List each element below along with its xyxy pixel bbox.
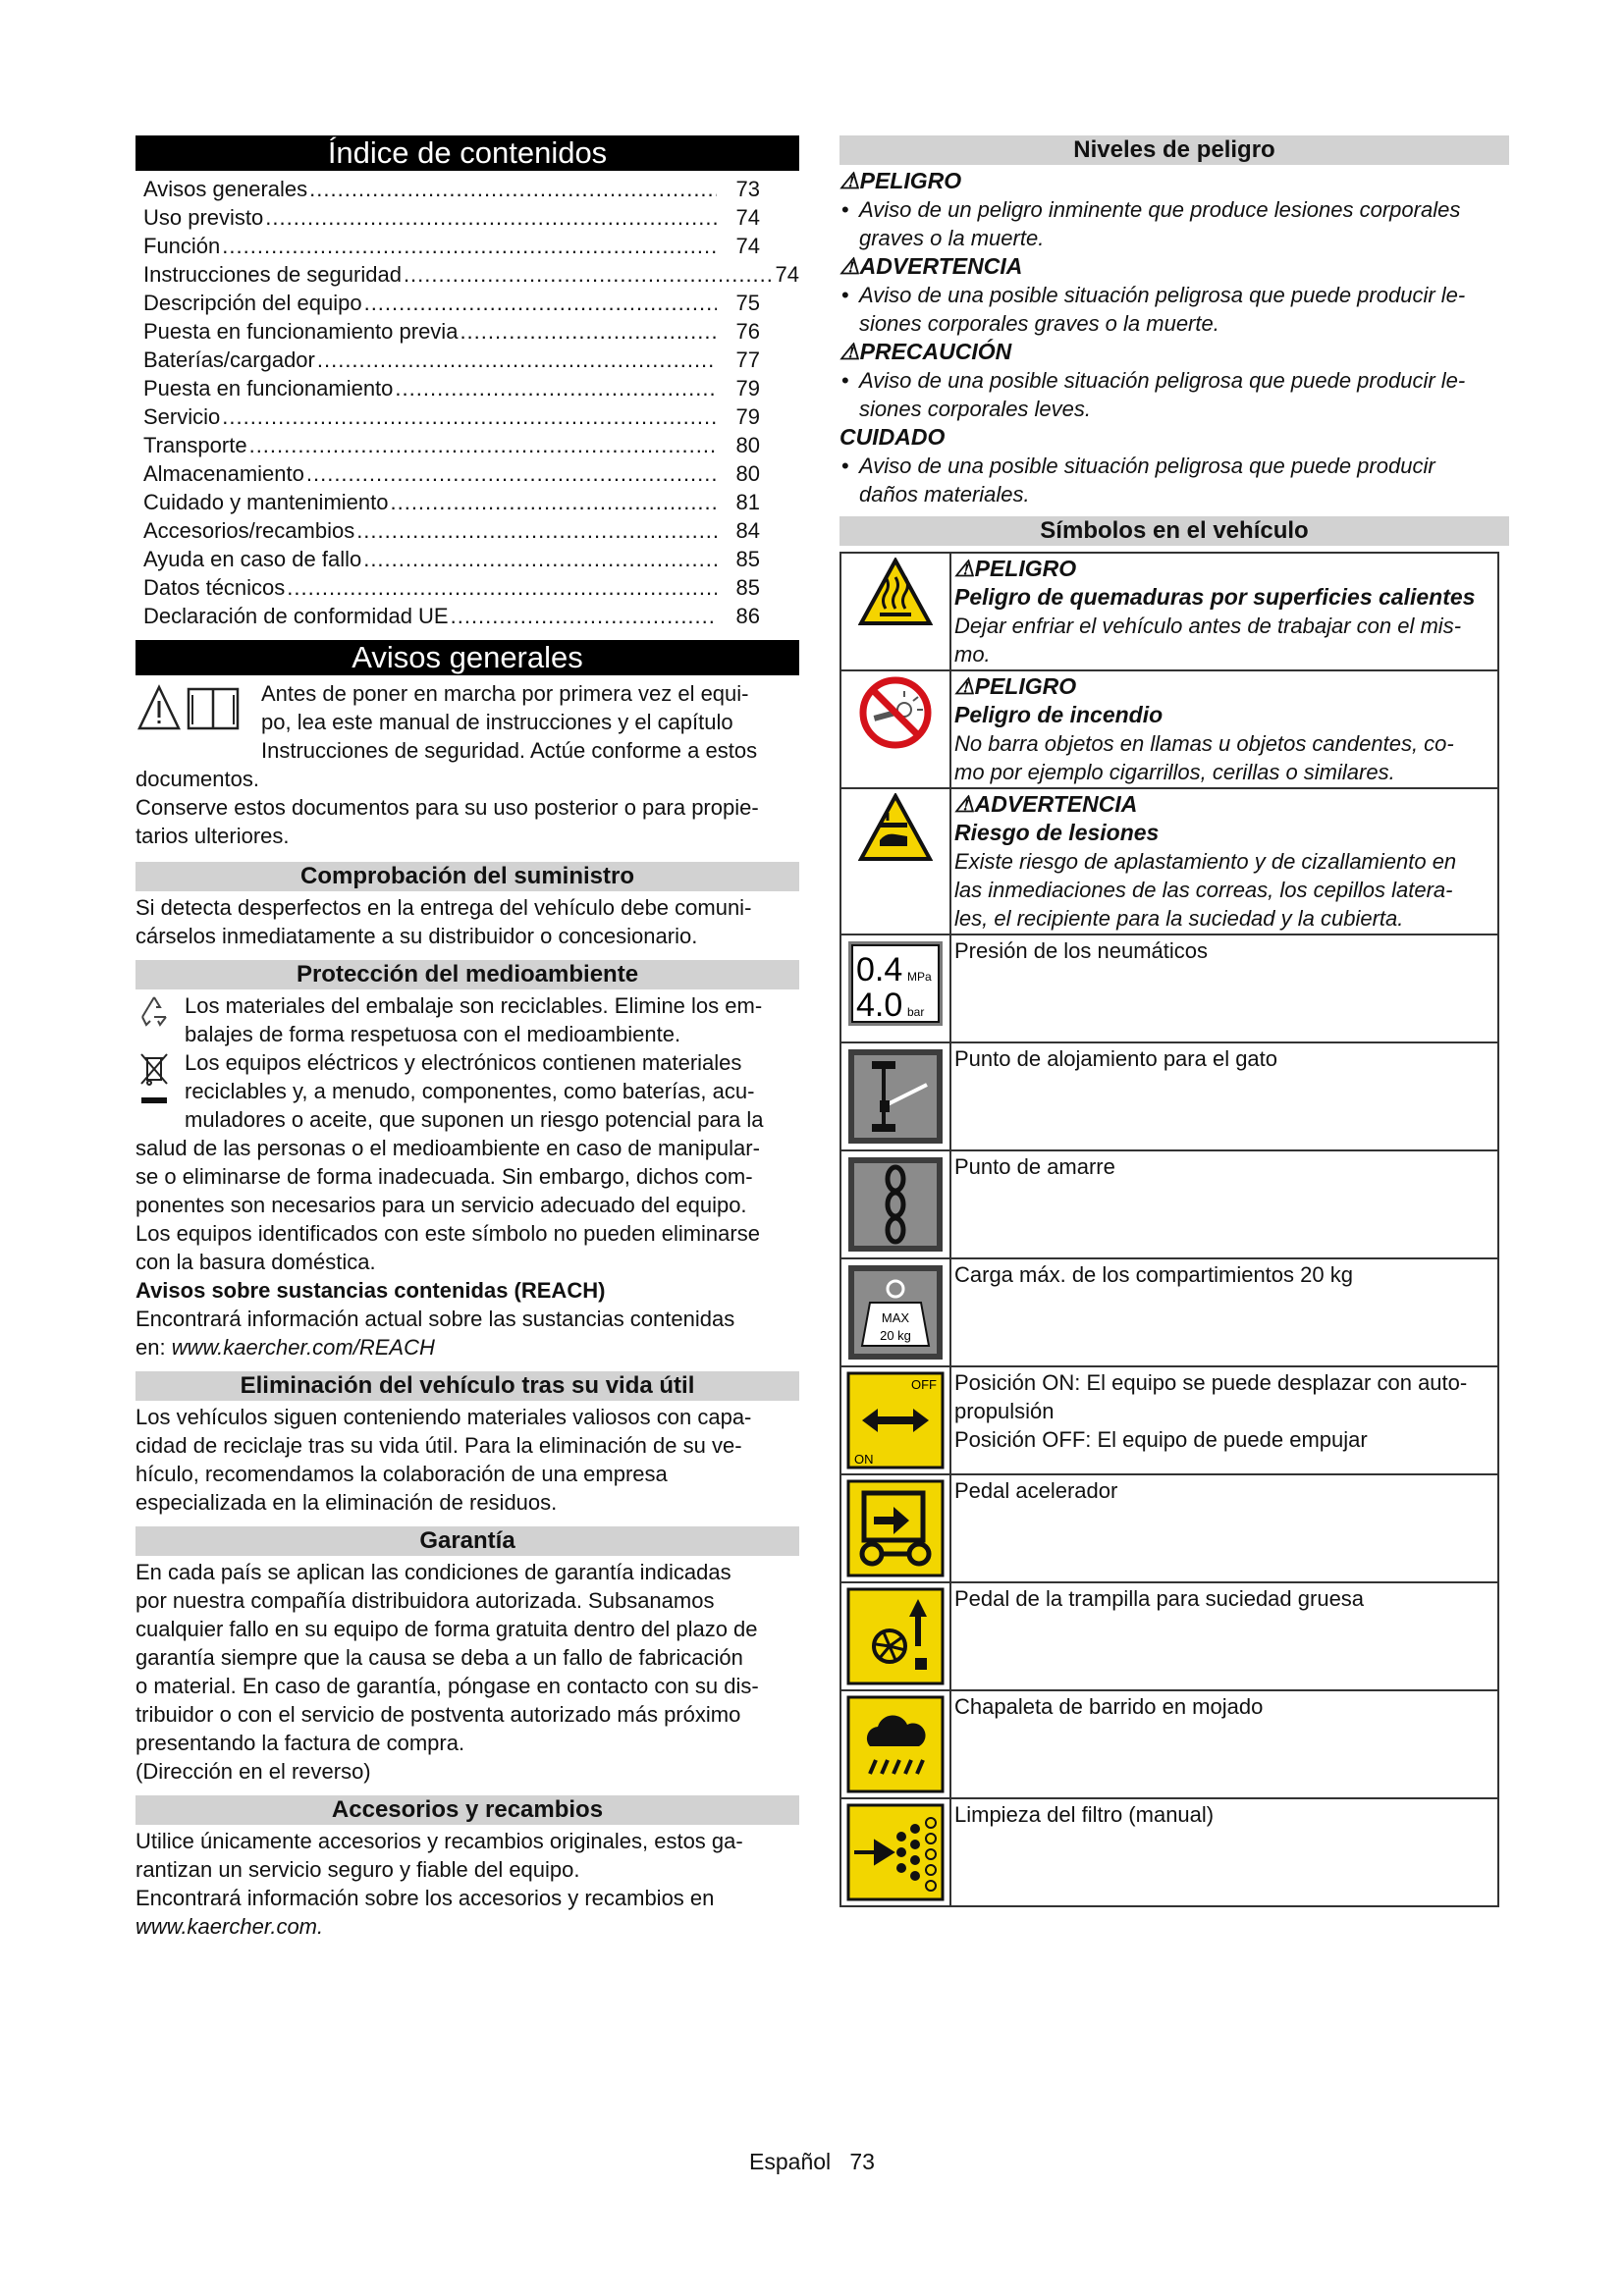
toc-entry[interactable] [135, 346, 799, 374]
symbol-line: Limpieza del filtro (manual) [954, 1802, 1215, 1827]
weee-line: Los equipos identificados con este símbolo no pueden eliminarse [135, 1221, 760, 1246]
svg-text:4.0: 4.0 [856, 987, 903, 1024]
supply-title: Comprobación del suministro [135, 862, 799, 891]
symbol-row [840, 1690, 1498, 1798]
intro-line: po, lea este manual de instrucciones y el capítulo [261, 710, 733, 734]
toc-entry[interactable] [135, 545, 799, 573]
packaging-line: balajes de forma respetuosa con el medioambiente. [185, 1022, 681, 1046]
toc-entry-page: 76 [735, 319, 760, 344]
bullet-icon: • [841, 454, 849, 478]
symbol-text-cell [950, 1042, 1498, 1150]
symbol-subtitle: Peligro de incendio [954, 702, 1164, 727]
disposal-line: hículo, recomendamos la colaboración de una empresa [135, 1462, 668, 1486]
footer-page-number: 73 [849, 2149, 875, 2174]
symbol-label [954, 555, 1494, 583]
symbol-row [840, 934, 1498, 1042]
filter-clean-icon [841, 1799, 949, 1901]
warning-triangle-icon: ⚠ [839, 168, 860, 193]
toc-entry-page: 74 [735, 234, 760, 258]
symbol-icon-cell [840, 1258, 950, 1366]
intro-line: documentos. [135, 767, 259, 791]
toc-leader-dots [304, 459, 717, 488]
symbol-icon-cell [840, 553, 950, 670]
svg-text:MAX: MAX [881, 1310, 910, 1325]
danger-level-line: siones corporales graves o la muerte. [859, 311, 1219, 336]
toc-entry-title: Baterías/cargador [143, 347, 315, 372]
warranty-line: (Dirección en el reverso) [135, 1759, 371, 1784]
bullet-icon: • [841, 197, 849, 222]
symbol-text-cell [950, 1474, 1498, 1582]
toc-leader-dots [220, 402, 717, 431]
keep-line: tarios ulteriores. [135, 824, 290, 848]
toc-entry-title: Cuidado y mantenimiento [143, 490, 389, 514]
toc-entry-title: Función [143, 234, 221, 258]
danger-level-label: ADVERTENCIA [859, 253, 1023, 279]
toc-entry[interactable] [135, 175, 799, 203]
weee-line: ponentes son necesarios para un servicio adecuado del equipo. [135, 1193, 747, 1217]
supply-line: cárselos inmediatamente a su distribuidor o concesionario. [135, 924, 698, 948]
symbol-label [954, 672, 1494, 701]
danger-level-text [839, 224, 1509, 252]
symbols-title: Símbolos en el vehículo [839, 516, 1509, 546]
danger-level-heading [839, 423, 1509, 452]
weee-line: Los equipos eléctricos y electrónicos contienen materiales [185, 1050, 742, 1075]
toc-entry[interactable] [135, 488, 799, 516]
toc-entry[interactable] [135, 232, 799, 260]
hand-crush-icon [841, 789, 949, 862]
symbol-line: Dejar enfriar el vehículo antes de trabajar con el mis- [954, 614, 1462, 638]
warranty-line: por nuestra compañía distribuidora autorizada. Subsanamos [135, 1588, 715, 1613]
symbol-icon-cell [840, 1690, 950, 1798]
symbol-row [840, 1366, 1498, 1474]
svg-text:OFF: OFF [911, 1377, 937, 1392]
environment-text [135, 991, 799, 1276]
toc-title: Índice de contenidos [135, 135, 799, 171]
symbol-row [840, 788, 1498, 934]
toc-leader-dots [388, 488, 717, 516]
danger-level-line: graves o la muerte. [859, 226, 1045, 250]
disposal-line: cidad de reciclaje tras su vida útil. Para la eliminación de su ve- [135, 1433, 742, 1458]
symbol-icon-cell [840, 1798, 950, 1906]
danger-level-line: Aviso de una posible situación peligrosa que puede producir le- [859, 368, 1466, 393]
toc-entry-page: 80 [735, 433, 760, 457]
symbol-line: Pedal de la trampilla para suciedad gruesa [954, 1586, 1365, 1611]
danger-level-label: PRECAUCIÓN [859, 339, 1012, 364]
symbol-icon-cell [840, 1042, 950, 1150]
svg-text:ON: ON [854, 1452, 874, 1467]
danger-level-line: siones corporales leves. [859, 397, 1092, 421]
danger-levels-list [839, 167, 1509, 508]
warranty-line: o material. En caso de garantía, póngase en contacto con su dis- [135, 1674, 759, 1698]
symbol-text-cell [950, 670, 1498, 788]
warranty-line: En cada país se aplican las condiciones de garantía indicadas [135, 1560, 731, 1584]
symbol-icon-cell [840, 1582, 950, 1690]
supply-line: Si detecta desperfectos en la entrega del vehículo debe comuni- [135, 895, 752, 920]
symbol-line: Existe riesgo de aplastamiento y de cizallamiento en [954, 849, 1457, 874]
toc-entry-title: Puesta en funcionamiento [143, 376, 394, 400]
no-fire-icon [841, 671, 949, 750]
symbol-text-cell [950, 553, 1498, 670]
toc-entry[interactable] [135, 260, 799, 289]
right-column [839, 133, 1509, 1907]
warranty-line: presentando la factura de compra. [135, 1731, 465, 1755]
symbol-line: Posición ON: El equipo se puede desplazar con auto- [954, 1370, 1468, 1395]
toc-entry[interactable] [135, 602, 799, 630]
toc-entry-page: 86 [735, 604, 760, 628]
symbol-row [840, 1042, 1498, 1150]
keep-line: Conserve estos documentos para su uso posterior o para propie- [135, 795, 759, 820]
left-column [135, 133, 799, 1941]
symbol-line: Chapaleta de barrido en mojado [954, 1694, 1264, 1719]
toc-leader-dots [361, 545, 717, 573]
reach-line [135, 1333, 799, 1362]
toc-entry-title: Uso previsto [143, 205, 264, 230]
toc-entry-title: Puesta en funcionamiento previa [143, 319, 459, 344]
toc-leader-dots [247, 431, 717, 459]
weee-line: se o eliminarse de forma inadecuada. Sin embargo, dichos com- [135, 1164, 753, 1189]
toc-entry-page: 74 [735, 205, 760, 230]
hot-surface-icon [841, 554, 949, 626]
symbol-level: PELIGRO [974, 556, 1077, 581]
svg-text:0.4: 0.4 [856, 951, 903, 988]
warranty-line: tribuidor o con el servicio de postventa autorizado más próximo [135, 1702, 741, 1727]
symbols-table [839, 552, 1499, 1907]
toc-leader-dots [402, 260, 772, 289]
symbol-line: Presión de los neumáticos [954, 938, 1209, 963]
warning-triangle-icon: ⚠ [839, 253, 860, 279]
weee-line: reciclables y, a menudo, componentes, como baterías, acu- [185, 1079, 755, 1103]
svg-text:20 kg: 20 kg [880, 1328, 911, 1343]
accessories-line: rantizan un servicio seguro y fiable del equipo. [135, 1857, 580, 1882]
packaging-line: Los materiales del embalaje son reciclables. Elimine los em- [185, 993, 763, 1018]
symbol-row [840, 553, 1498, 670]
danger-levels-title: Niveles de peligro [839, 135, 1509, 165]
symbol-icon-cell [840, 934, 950, 1042]
max-load-icon [841, 1259, 949, 1362]
toc-entry-title: Servicio [143, 404, 221, 429]
toc-leader-dots [315, 346, 717, 374]
symbol-row [840, 1150, 1498, 1258]
symbol-text-cell [950, 1798, 1498, 1906]
toc-leader-dots [220, 232, 717, 260]
symbol-line: las inmediaciones de las correas, los cepillos latera- [954, 878, 1453, 902]
accessories-title: Accesorios y recambios [135, 1795, 799, 1825]
toc-entry[interactable] [135, 516, 799, 545]
weee-line: salud de las personas o el medioambiente en caso de manipular- [135, 1136, 760, 1160]
symbol-text-cell [950, 1582, 1498, 1690]
danger-level-text [839, 281, 1509, 309]
toc-entry-page: 79 [735, 376, 760, 400]
warning-triangle-icon: ⚠ [839, 339, 860, 364]
symbol-text-cell [950, 1366, 1498, 1474]
warning-triangle-icon: ⚠ [954, 673, 975, 699]
symbol-icon-cell [840, 670, 950, 788]
symbol-row [840, 1582, 1498, 1690]
flap-pedal-icon [841, 1583, 949, 1685]
warranty-line: garantía siempre que la causa se deba a un fallo de fabricación [135, 1645, 743, 1670]
danger-level-text [839, 195, 1509, 224]
symbol-text-cell [950, 1258, 1498, 1366]
toc-entry-title: Accesorios/recambios [143, 518, 355, 543]
intro-line: Instrucciones de seguridad. Actúe conforme a estos [261, 738, 758, 763]
symbol-row [840, 1258, 1498, 1366]
symbol-level: ADVERTENCIA [974, 791, 1138, 817]
drive-switch-icon [841, 1367, 949, 1469]
toc-entry-page: 80 [735, 461, 760, 486]
toc-entry-page: 74 [775, 262, 799, 287]
environment-title: Protección del medioambiente [135, 960, 799, 989]
toc-entry-title: Transporte [143, 433, 247, 457]
disposal-line: Los vehículos siguen conteniendo materiales valiosos con capa- [135, 1405, 752, 1429]
toc-entry-page: 85 [735, 575, 760, 600]
symbol-text-cell [950, 934, 1498, 1042]
toc-entry-title: Almacenamiento [143, 461, 304, 486]
symbol-line: Punto de amarre [954, 1154, 1115, 1179]
intro-line: Antes de poner en marcha por primera vez el equi- [261, 681, 749, 706]
general-title: Avisos generales [135, 640, 799, 675]
accelerator-pedal-icon [841, 1475, 949, 1577]
symbol-icon-cell [840, 1366, 950, 1474]
reach-title: Avisos sobre sustancias contenidas (REACH) [135, 1278, 606, 1303]
symbol-icon-cell [840, 1474, 950, 1582]
toc-entry-page: 85 [735, 547, 760, 571]
tire-pressure-icon [841, 935, 949, 1028]
toc-entry-title: Avisos generales [143, 177, 308, 201]
danger-level-text [839, 480, 1509, 508]
symbol-line: mo. [954, 642, 991, 667]
weee-bin-icon [137, 1050, 171, 1109]
danger-level-line: Aviso de un peligro inminente que produce lesiones corporales [859, 197, 1461, 222]
danger-level-heading [839, 167, 1509, 195]
page-footer [0, 2149, 1624, 2175]
toc-entry-page: 73 [735, 177, 760, 201]
toc-leader-dots [393, 374, 717, 402]
danger-level-line: Aviso de una posible situación peligrosa que puede producir le- [859, 283, 1466, 307]
symbol-text-cell [950, 1690, 1498, 1798]
footer-language: Español [749, 2149, 832, 2174]
danger-level-text [839, 366, 1509, 395]
toc-entry-page: 84 [735, 518, 760, 543]
toc-entry[interactable] [135, 573, 799, 602]
toc-entry-page: 81 [735, 490, 760, 514]
toc-entry[interactable] [135, 317, 799, 346]
reach-line: Encontrará información actual sobre las sustancias contenidas [135, 1307, 735, 1331]
symbol-icon-cell [840, 788, 950, 934]
toc-entry-title: Instrucciones de seguridad [143, 262, 402, 287]
disposal-title: Eliminación del vehículo tras su vida útil [135, 1371, 799, 1401]
warranty-title: Garantía [135, 1526, 799, 1556]
toc-entry-title: Descripción del equipo [143, 291, 362, 315]
toc-entry-page: 79 [735, 404, 760, 429]
tie-down-icon [841, 1151, 949, 1254]
toc-entry[interactable] [135, 402, 799, 431]
toc-leader-dots [354, 516, 717, 545]
toc-entry-title: Ayuda en caso de fallo [143, 547, 362, 571]
toc-entry-title: Declaración de conformidad UE [143, 604, 449, 628]
toc-entry-title: Datos técnicos [143, 575, 286, 600]
toc-leader-dots [362, 289, 717, 317]
warning-triangle-icon: ⚠ [954, 556, 975, 581]
toc-leader-dots [285, 573, 717, 602]
danger-level-heading [839, 252, 1509, 281]
toc-entry-page: 75 [735, 291, 760, 315]
symbol-icon-cell [840, 1150, 950, 1258]
warning-manual-icon [135, 683, 261, 734]
danger-level-line: daños materiales. [859, 482, 1030, 507]
toc-leader-dots [307, 175, 717, 203]
symbol-label [954, 790, 1494, 819]
danger-level-line: Aviso de una posible situación peligrosa que puede producir [859, 454, 1435, 478]
symbol-line: mo por ejemplo cigarrillos, cerillas o similares. [954, 760, 1395, 784]
symbol-text-cell [950, 1150, 1498, 1258]
toc-entry-page: 77 [735, 347, 760, 372]
symbol-row [840, 670, 1498, 788]
symbol-line: Punto de alojamiento para el gato [954, 1046, 1278, 1071]
symbol-line: Posición OFF: El equipo de puede empujar [954, 1427, 1368, 1452]
general-intro [135, 679, 799, 850]
disposal-line: especializada en la eliminación de residuos. [135, 1490, 558, 1515]
wet-sweep-icon [841, 1691, 949, 1793]
danger-level-text [839, 395, 1509, 423]
symbol-text-cell [950, 788, 1498, 934]
toc-list [135, 175, 799, 630]
toc-entry[interactable] [135, 431, 799, 459]
symbol-line: les, el recipiente para la suciedad y la cubierta. [954, 906, 1404, 931]
symbol-line: Pedal acelerador [954, 1478, 1118, 1503]
danger-level-label: PELIGRO [859, 168, 962, 193]
warranty-line: cualquier fallo en su equipo de forma gratuita dentro del plazo de [135, 1617, 758, 1641]
toc-leader-dots [263, 203, 717, 232]
danger-level-label: CUIDADO [839, 424, 946, 450]
jack-point-icon [841, 1043, 949, 1146]
recycle-icon [137, 993, 171, 1027]
toc-entry[interactable] [135, 203, 799, 232]
svg-text:MPa: MPa [907, 970, 932, 984]
weee-line: muladores o aceite, que suponen un riesgo potencial para la [185, 1107, 764, 1132]
symbol-row [840, 1474, 1498, 1582]
toc-entry[interactable] [135, 374, 799, 402]
symbol-level: PELIGRO [974, 673, 1077, 699]
symbol-line: Carga máx. de los compartimientos 20 kg [954, 1262, 1353, 1287]
danger-level-heading [839, 338, 1509, 366]
symbol-row [840, 1798, 1498, 1906]
reach-prefix: en: [135, 1335, 172, 1360]
symbol-line: propulsión [954, 1399, 1055, 1423]
reach-link[interactable]: www.kaercher.com/REACH [171, 1335, 435, 1360]
accessories-line: Encontrará información sobre los accesorios y recambios en [135, 1886, 715, 1910]
toc-entry[interactable] [135, 289, 799, 317]
symbol-line: No barra objetos en llamas u objetos candentes, co- [954, 731, 1454, 756]
weee-line: con la basura doméstica. [135, 1250, 376, 1274]
svg-text:bar: bar [907, 1005, 925, 1019]
bullet-icon: • [841, 283, 849, 307]
symbol-subtitle: Riesgo de lesiones [954, 820, 1160, 845]
symbol-subtitle: Peligro de quemaduras por superficies calientes [954, 584, 1476, 610]
bullet-icon: • [841, 368, 849, 393]
danger-level-text [839, 309, 1509, 338]
accessories-line: Utilice únicamente accesorios y recambios originales, estos ga- [135, 1829, 743, 1853]
warning-triangle-icon: ⚠ [954, 791, 975, 817]
toc-leader-dots [449, 602, 717, 630]
toc-entry[interactable] [135, 459, 799, 488]
accessories-link[interactable]: www.kaercher.com. [135, 1914, 324, 1939]
danger-level-text [839, 452, 1509, 480]
toc-leader-dots [458, 317, 717, 346]
